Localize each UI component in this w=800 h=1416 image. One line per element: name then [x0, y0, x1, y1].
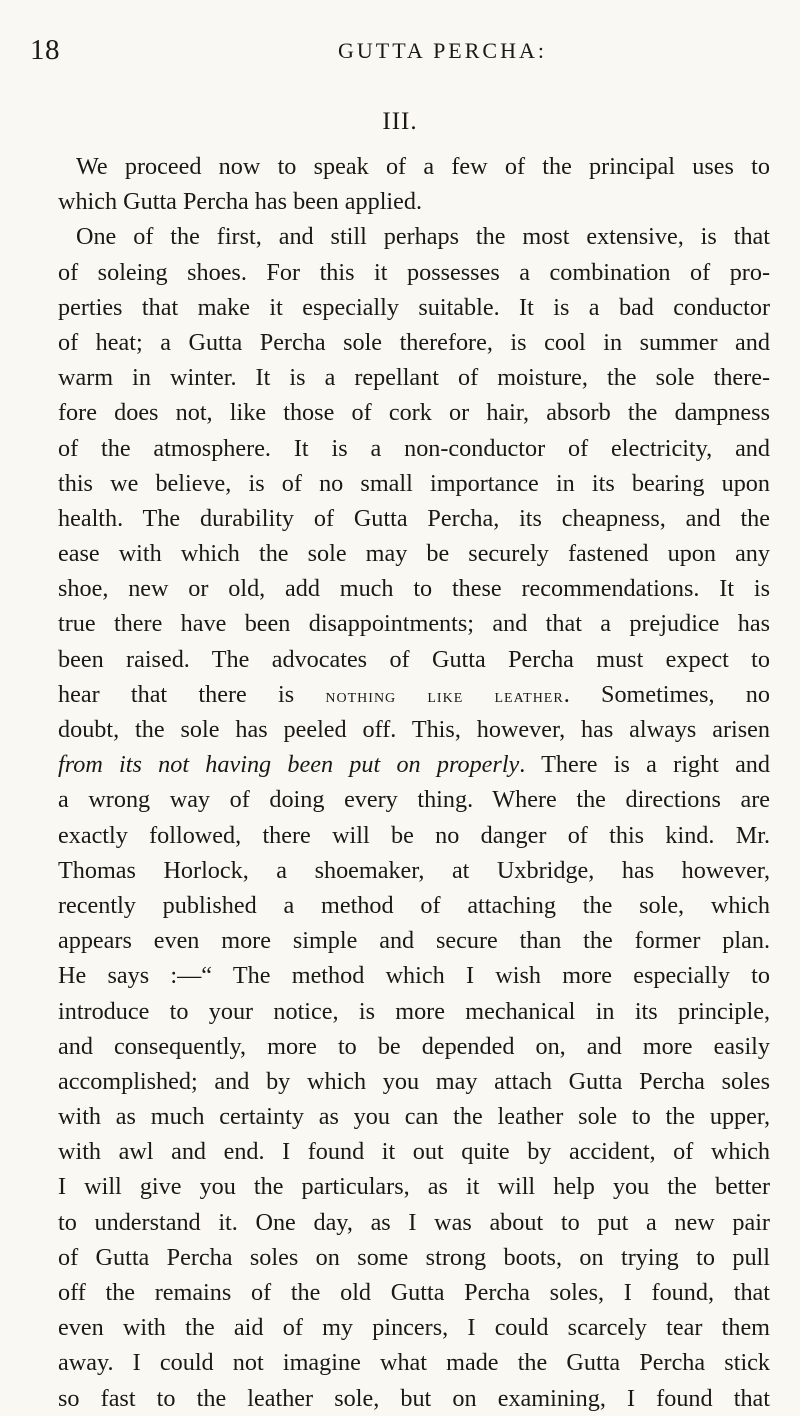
text-line: which Gutta Percha has been applied.	[58, 188, 423, 216]
section-heading: III.	[382, 108, 418, 135]
text-line: fore does not, like those of cork or hair, absorb the dampness	[58, 399, 770, 427]
text-line: exactly followed, there will be no danger of this kind. Mr.	[58, 821, 770, 849]
running-head: GUTTA PERCHA:	[338, 38, 547, 63]
text-line: off the remains of the old Gutta Percha soles, I found, that	[58, 1279, 770, 1306]
text-span: hear that there is	[58, 680, 326, 708]
text-line: so fast to the leather sole, but on examining, I found that	[58, 1384, 770, 1412]
text-line: with as much certainty as you can the leather sole to the upper,	[58, 1103, 770, 1131]
text-line: of the atmosphere. It is a non-conductor of electricity, and	[58, 434, 770, 462]
italic-phrase: from its not having been put on properly	[58, 751, 520, 779]
text-line: been raised. The advocates of Gutta Percha must expect to	[58, 645, 770, 673]
text-line-with-italic	[58, 747, 770, 782]
text-line: health. The durability of Gutta Percha, its cheapness, and the	[58, 504, 770, 532]
text-line: I will give you the particulars, as it will help you the better	[58, 1173, 770, 1201]
text-line: shoe, new or old, add much to these recommendations. It is	[58, 575, 770, 603]
page-number: 18	[30, 34, 60, 66]
text-line-with-smallcaps	[58, 677, 770, 712]
text-line: appears even more simple and secure than the former plan.	[58, 927, 770, 955]
text-line: even with the aid of my pincers, I could scarcely tear them	[58, 1314, 770, 1342]
text-line: and consequently, more to be depended on, and more easily	[58, 1032, 770, 1060]
text-line: perties that make it especially suitable. It is a bad conductor	[58, 293, 770, 321]
text-line: true there have been disappointments; and that a prejudice has	[58, 610, 770, 638]
text-line: with awl and end. I found it out quite by accident, of which	[58, 1138, 770, 1166]
body-text	[58, 149, 770, 1416]
text-line: this we believe, is of no small importance in its bearing upon	[58, 469, 770, 497]
text-line: of Gutta Percha soles on some strong boots, on trying to pull	[58, 1243, 770, 1271]
text-line: introduce to your notice, is more mechanical in its principle,	[58, 997, 770, 1025]
text-line: ease with which the sole may be securely fastened upon any	[58, 540, 770, 568]
text-line: accomplished; and by which you may attach Gutta Percha soles	[58, 1067, 770, 1095]
text-line: He says :—“ The method which I wish more especially to	[58, 962, 770, 990]
text-line: a wrong way of doing every thing. Where the directions are	[58, 786, 770, 814]
text-line: doubt, the sole has peeled off. This, however, has always arisen	[58, 716, 770, 743]
text-line: of soleing shoes. For this it possesses a combination of pro-	[58, 258, 770, 286]
text-line: to understand it. One day, as I was about to put a new pair	[58, 1208, 770, 1236]
text-span: . Sometimes, no	[563, 680, 770, 708]
text-line: We proceed now to speak of a few of the principal uses to	[76, 153, 770, 180]
text-line: warm in winter. It is a repellant of moisture, the sole there-	[58, 364, 770, 392]
text-line: of heat; a Gutta Percha sole therefore, is cool in summer and	[58, 328, 770, 356]
text-line: recently published a method of attaching the sole, which	[58, 891, 770, 919]
text-line: away. I could not imagine what made the Gutta Percha stick	[58, 1349, 770, 1377]
text-line: One of the first, and still perhaps the most extensive, is that	[76, 223, 770, 251]
text-span: . There is a right and	[519, 751, 770, 779]
smallcaps-phrase: nothing like leather	[325, 684, 564, 707]
text-line: Thomas Horlock, a shoemaker, at Uxbridge, has however,	[58, 856, 770, 884]
